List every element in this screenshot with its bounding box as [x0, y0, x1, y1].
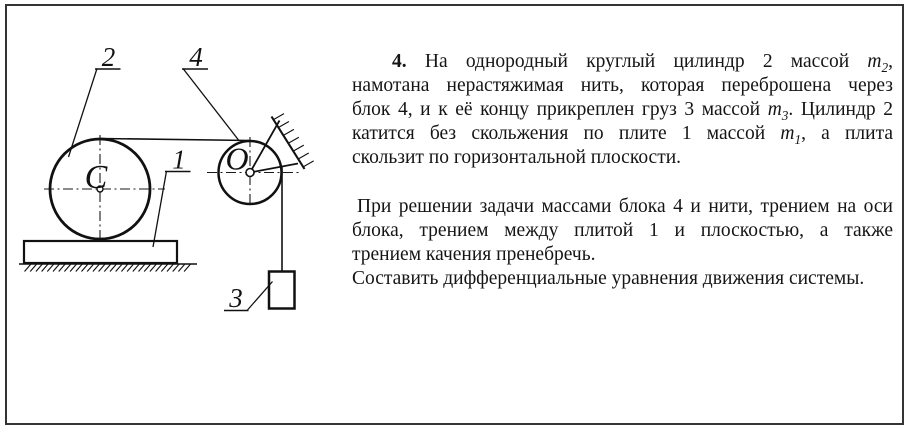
mechanics-diagram: [0, 0, 340, 340]
load-label: 3: [229, 283, 243, 313]
hatch-stroke: [156, 264, 163, 272]
text-line: 4. На однородный круглый цилиндр 2 массой $m_2$,: [392, 51, 893, 75]
ground: [19, 264, 197, 272]
hatch-stroke: [133, 264, 140, 272]
hatch-stroke: [93, 264, 100, 272]
text-line: трением качения пренебречь.: [352, 244, 596, 265]
hatch-stroke: [293, 145, 304, 151]
hatch-stroke: [110, 264, 117, 272]
hatch-stroke: [47, 264, 54, 272]
text-line: намотана нерастяжимая нить, которая переброшена через: [352, 75, 893, 96]
hatch-stroke: [99, 264, 106, 272]
hatch-stroke: [30, 264, 37, 272]
hatch-stroke: [36, 264, 43, 272]
hatch-stroke: [76, 264, 83, 272]
hatch-stroke: [121, 264, 128, 272]
leader-cylinder: [69, 69, 98, 158]
hatch-stroke: [283, 129, 294, 135]
hatch-stroke: [127, 264, 134, 272]
pulley-axle-label: O: [225, 140, 249, 177]
support-arm-lower: [250, 164, 298, 173]
hatch-stroke: [173, 264, 180, 272]
hatch-stroke: [70, 264, 77, 272]
problem-text: [352, 50, 893, 291]
hatch-stroke: [178, 264, 185, 272]
cylinder-label: 2: [101, 42, 116, 72]
paragraph: [352, 50, 893, 170]
hatch-stroke: [303, 161, 314, 167]
hatch-stroke: [82, 264, 89, 272]
text-line: Составить дифференциальные уравнения движения системы.: [352, 268, 865, 289]
ground-hatching: [25, 264, 191, 272]
hatch-stroke: [288, 137, 299, 143]
support-wall-line: [272, 117, 305, 170]
text-line: скользит по горизонтальной плоскости.: [352, 147, 682, 168]
text-line: блок 4, и к её концу прикреплен груз 3 массой $m_3$. Цилиндр 2: [352, 99, 893, 123]
paragraph: [352, 195, 893, 291]
hatch-stroke: [167, 264, 174, 272]
hatch-stroke: [184, 264, 191, 272]
support-arm-upper: [250, 121, 280, 173]
hatch-stroke: [144, 264, 151, 272]
hatch-stroke: [53, 264, 60, 272]
hatch-stroke: [25, 264, 32, 272]
hatch-stroke: [161, 264, 168, 272]
hatch-stroke: [64, 264, 71, 272]
leader-plate: [153, 171, 167, 247]
hatch-stroke: [104, 264, 111, 272]
hatch-stroke: [278, 122, 289, 128]
leader-pulley: [183, 69, 239, 141]
text-line: блока, трением между плитой 1 и плоскостью, а также: [352, 220, 893, 241]
hatch-stroke: [150, 264, 157, 272]
hatch-stroke: [273, 114, 284, 120]
label-underlines: [95, 69, 249, 311]
text-line: катится без скольжения по плите 1 массой $m_1$, а плита: [352, 123, 893, 147]
hatch-stroke: [139, 264, 146, 272]
pulley-label: 4: [189, 42, 203, 72]
text-line: При решении задачи массами блока 4 и нити, трением на оси: [357, 196, 893, 217]
load-rect: [269, 272, 295, 309]
hatch-stroke: [87, 264, 94, 272]
hatch-stroke: [59, 264, 65, 272]
hatch-stroke: [298, 153, 309, 159]
hatch-stroke: [116, 264, 123, 272]
cylinder-center-label: C: [84, 159, 108, 196]
plate-label: 1: [172, 144, 186, 175]
hatch-stroke: [42, 264, 49, 272]
